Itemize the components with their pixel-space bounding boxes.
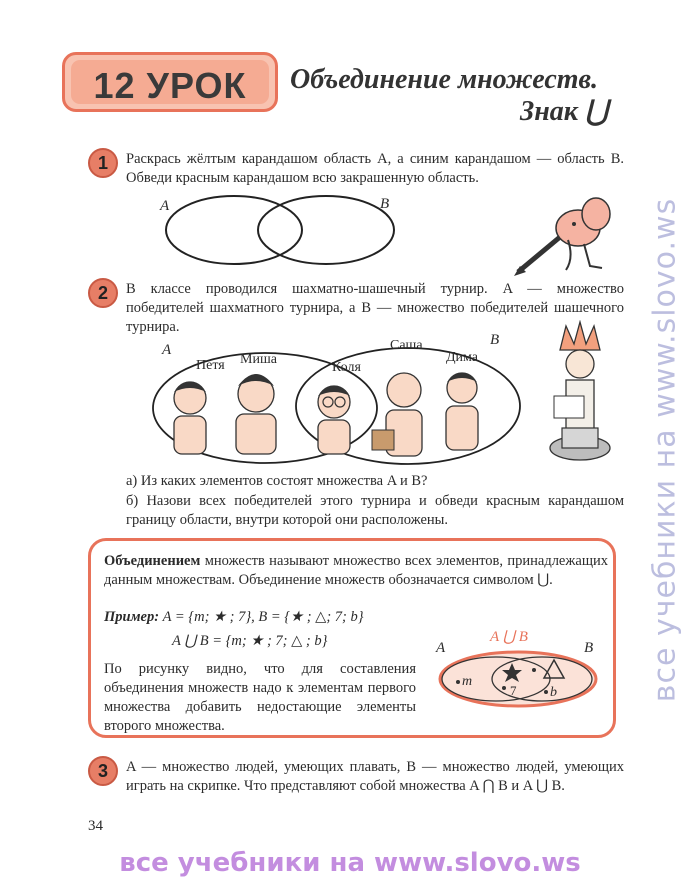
set-b-ellipse <box>258 196 394 264</box>
elem-7: 7 <box>510 683 517 698</box>
name-sasha: Саша <box>390 338 423 353</box>
union-label: A ⋃ B <box>490 629 528 645</box>
elem-b: b <box>550 685 557 700</box>
task2-text: В классе проводился шахматно-шашечный турнир. A — множество победителей шахматного турнира, а B — множество победителей шашечного турнира. <box>126 281 624 335</box>
name-misha: Миша <box>240 352 277 367</box>
union-diagram-label-b: B <box>584 640 594 656</box>
elem-m: m <box>462 674 473 689</box>
task3-text: A — множество людей, умеющих плавать, B — множество людей, умеющих играть на скрипке. Что представляют собой множества A ⋂ B и A ⋃ B. <box>126 759 624 794</box>
task2-question-b: б) Назови всех победителей этого турнира и обведи красным карандашом границу области, внутри которой они расположены. <box>126 493 624 528</box>
rule-definition <box>104 552 608 590</box>
rule-term: Объединением <box>104 553 201 569</box>
page-subtitle: Знак ⋃ <box>520 96 608 127</box>
lesson-badge <box>62 52 278 112</box>
task-number-2: 2 <box>88 278 118 308</box>
page-title: Объединение множеств. <box>290 64 599 95</box>
union-diagram-label-a: A <box>436 640 446 656</box>
task-number-1: 1 <box>88 148 118 178</box>
task2-label-a: A <box>162 342 172 358</box>
set-a-ellipse <box>166 196 302 264</box>
task-number-3: 3 <box>88 756 118 786</box>
task1-text: Раскрась жёлтым карандашом область A, а синим карандашом — область B. Обведи красным карандашом всю закрашенную область. <box>126 151 624 186</box>
example-label: Пример: <box>104 609 160 625</box>
side-watermark-text: все учебники на www.slovo.ws <box>647 197 683 703</box>
task1-venn-diagram <box>150 192 410 272</box>
task1-label-b: B <box>380 196 390 212</box>
name-dima: Дима <box>446 350 479 365</box>
example-sets: A = {m; ★ ; 7}, B = {★ ; △; 7; b} <box>162 609 364 625</box>
page-number: 34 <box>88 818 103 834</box>
name-petya: Петя <box>196 358 225 373</box>
rule-example-line1 <box>104 608 364 627</box>
task1-label-a: A <box>160 198 170 214</box>
side-watermark <box>640 130 690 770</box>
bottom-watermark: все учебники на www.slovo.ws <box>119 848 581 878</box>
elephant-pencil-illustration <box>508 188 618 278</box>
rule-example-line2: A ⋃ B = {m; ★ ; 7; △ ; b} <box>172 633 328 649</box>
rule-conclusion: По рисунку видно, что для составления объединения множеств надо к элементам первого множества добавить недостающие элементы второго множества. <box>104 661 416 734</box>
task2-question-a: а) Из каких элементов состоят множества A и B? <box>126 473 428 489</box>
task2-label-b: B <box>490 332 500 348</box>
rule-definition-text: множеств называют множество всех элементов, принадлежащих данным множествам. Объединение множеств обозначается символом ⋃. <box>104 553 608 588</box>
lesson-label: 12 УРОК <box>93 65 247 106</box>
union-venn-diagram <box>436 648 600 710</box>
name-kolya: Коля <box>332 360 361 375</box>
chess-queen-illustration <box>540 320 620 470</box>
